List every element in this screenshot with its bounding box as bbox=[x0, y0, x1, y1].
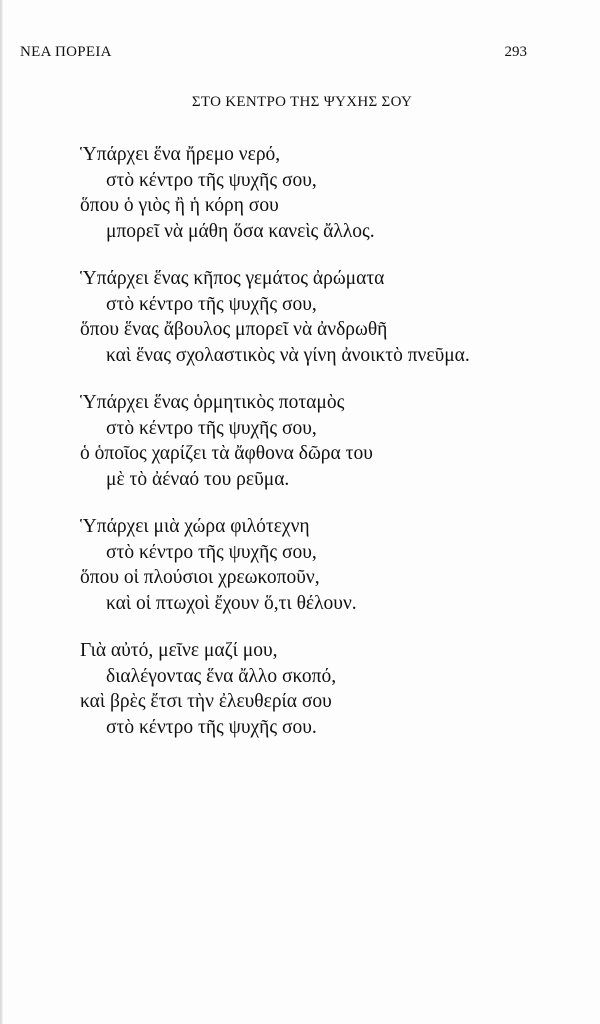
poem-title: ΣΤΟ ΚΕΝΤΡΟ ΤΗΣ ΨΥΧΗΣ ΣΟΥ bbox=[191, 94, 413, 110]
poem-line: Γιὰ αὐτό, μεῖνε μαζί μου, bbox=[80, 640, 278, 661]
poem-line: ὅπου οἱ πλούσιοι χρεωκοποῦν, bbox=[80, 567, 320, 588]
poem-line: στὸ κέντρο τῆς ψυχῆς σου, bbox=[106, 417, 317, 439]
stanza-1 bbox=[80, 142, 560, 244]
poem-line: Ὑπάρχει μιὰ χώρα φιλότεχνη bbox=[80, 516, 310, 537]
journal-name: ΝΕΑ ΠΟΡΕΙΑ bbox=[20, 44, 112, 60]
poem-body bbox=[80, 142, 560, 762]
poem-line: Ὑπάρχει ἕνας κῆπος γεμάτος ἀρώματα bbox=[80, 268, 385, 289]
running-header bbox=[0, 44, 600, 68]
poem-line: στὸ κέντρο τῆς ψυχῆς σου, bbox=[106, 293, 317, 315]
poem-line: ὅπου ἕνας ἄβουλος μπορεῖ νὰ ἀνδρωθῆ bbox=[80, 319, 388, 340]
poem-line: καὶ οἱ πτωχοὶ ἔχουν ὅ,τι θέλουν. bbox=[106, 592, 357, 614]
stanza-5 bbox=[80, 638, 560, 740]
stanza-4 bbox=[80, 514, 560, 616]
poem-line: στὸ κέντρο τῆς ψυχῆς σου. bbox=[106, 716, 317, 738]
poem-line: Ὑπάρχει ἕνα ἤρεμο νερό, bbox=[80, 144, 281, 165]
poem-line: μπορεῖ νὰ μάθη ὅσα κανεὶς ἄλλος. bbox=[106, 220, 375, 242]
poem-line: Ὑπάρχει ἕνας ὁρμητικὸς ποταμὸς bbox=[80, 392, 345, 413]
stanza-3 bbox=[80, 390, 560, 492]
poem-line: καὶ βρὲς ἔτσι τὴν ἐλευθερία σου bbox=[80, 691, 332, 712]
poem-line: ὅπου ὁ γιὸς ἢ ἡ κόρη σου bbox=[80, 195, 279, 216]
page-edge-shadow bbox=[0, 0, 3, 1024]
stanza-2 bbox=[80, 266, 560, 368]
poem-line: καὶ ἕνας σχολαστικὸς νὰ γίνη ἀνοικτὸ πνεῦμα. bbox=[106, 344, 470, 366]
page-number: 293 bbox=[504, 44, 527, 60]
poem-line: διαλέγοντας ἕνα ἄλλο σκοπό, bbox=[106, 665, 337, 687]
poem-line: στὸ κέντρο τῆς ψυχῆς σου, bbox=[106, 169, 317, 191]
poem-line: ὁ ὁποῖος χαρίζει τὰ ἄφθονα δῶρα του bbox=[80, 443, 373, 464]
poem-line: στὸ κέντρο τῆς ψυχῆς σου, bbox=[106, 541, 317, 563]
poem-line: μὲ τὸ ἀέναό του ρεῦμα. bbox=[106, 468, 290, 490]
